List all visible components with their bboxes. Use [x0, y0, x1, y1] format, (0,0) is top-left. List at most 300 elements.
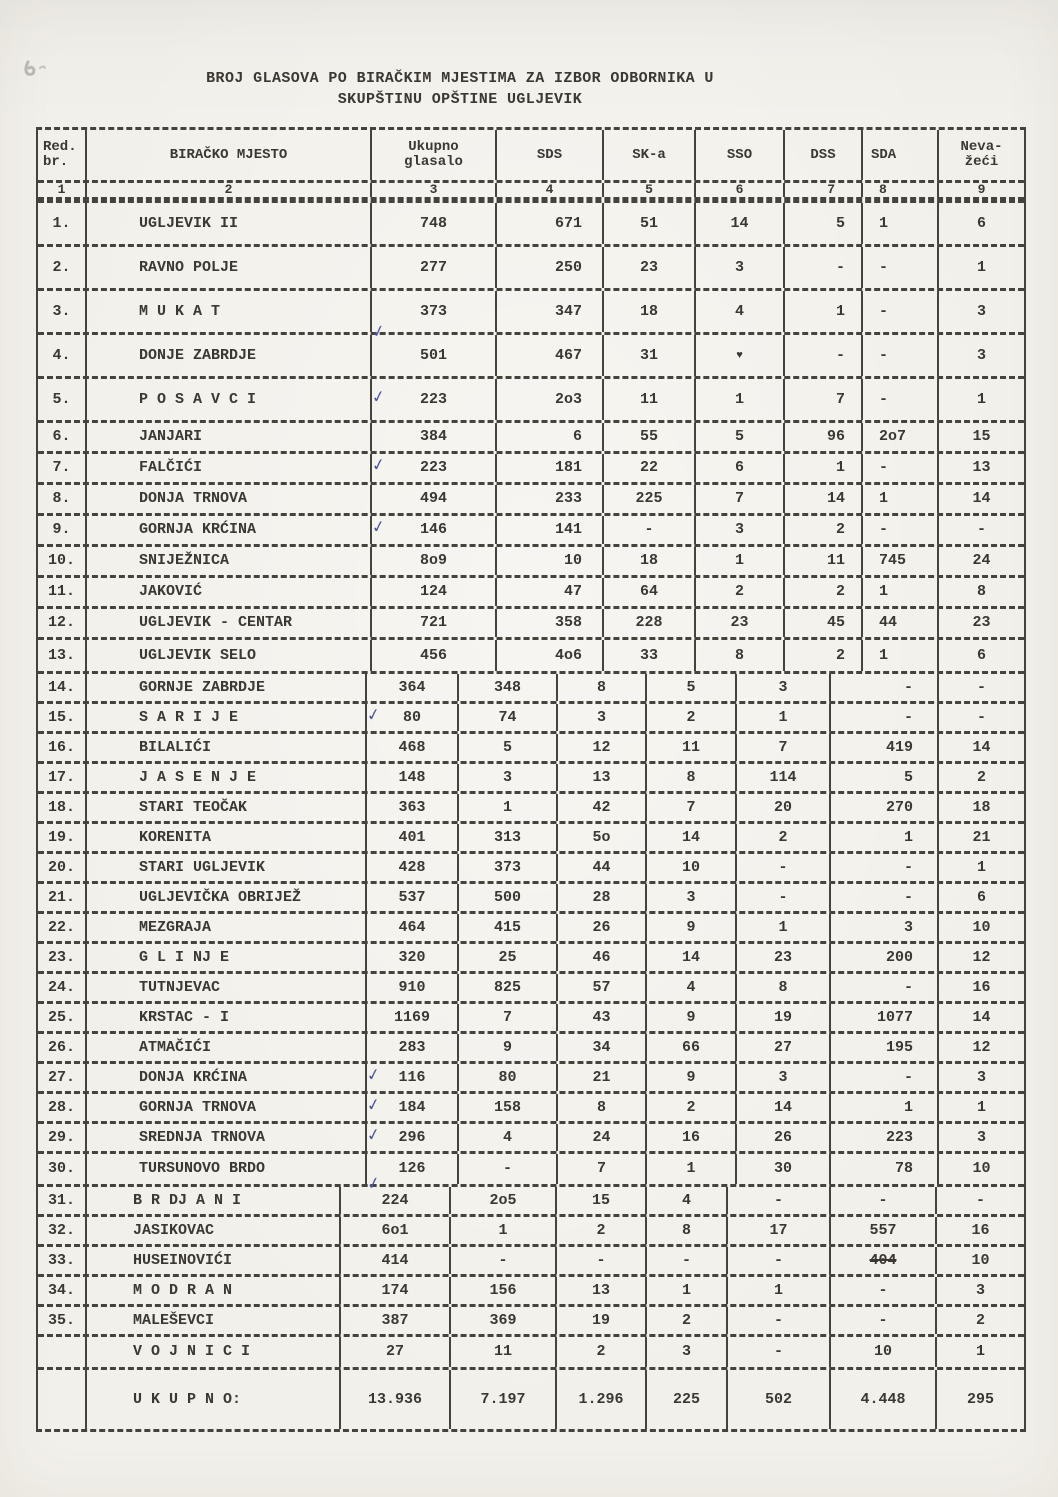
table-row [38, 379, 1024, 423]
row-number [38, 1337, 87, 1367]
value-dss: - [737, 854, 831, 881]
value-ukupno: 721 [372, 609, 497, 637]
value-dss: - [728, 1307, 831, 1334]
value-ukupno: ✓ 223 [372, 454, 497, 482]
value-sk-a: - [557, 1247, 647, 1274]
table-row [38, 609, 1024, 640]
polling-place-name: GORNJA TRNOVA [87, 1094, 367, 1121]
value-nevazeci: 14 [972, 738, 991, 756]
value-dss: - [737, 884, 831, 911]
value-ukupno: 910 [367, 974, 459, 1001]
value-sk-a: 26 [558, 914, 647, 941]
polling-place-name: V O J N I C I [87, 1337, 341, 1367]
row-number: 10. [38, 547, 87, 575]
value-sds: 74 [459, 704, 558, 731]
value-dss: 30 [737, 1154, 831, 1184]
value-dss: 14 [785, 485, 863, 513]
table-row [38, 516, 1024, 547]
polling-place-name: STARI UGLJEVIK [87, 854, 367, 881]
value-sso: 2 [647, 1307, 728, 1334]
table-row [38, 704, 1024, 734]
table-row [38, 824, 1024, 854]
value-sk-a: 43 [558, 1004, 647, 1031]
value-ukupno: 8o9 [372, 547, 497, 575]
table-row [38, 640, 1024, 671]
polling-place-name: UGLJEVIK SELO [87, 640, 372, 671]
value-dss: 11 [785, 547, 863, 575]
value-nevazeci: 14 [972, 1008, 991, 1026]
value-dss: 19 [737, 1004, 831, 1031]
header-red-br: Red. br. [38, 130, 87, 180]
value-nevazeci: 10 [972, 1160, 991, 1178]
value-sds: 250 [497, 247, 604, 288]
value-dss: 1 [737, 704, 831, 731]
value-nevazeci: 13 [972, 459, 991, 477]
row-number: 8. [38, 485, 87, 513]
document-title [0, 68, 920, 110]
value-sso: ♥ [696, 335, 785, 376]
value-dss: 26 [737, 1124, 831, 1151]
value-dss: 8 [737, 974, 831, 1001]
value-ukupno: 1169 [367, 1004, 459, 1031]
table-row [38, 1187, 1024, 1217]
value-nevazeci: 21 [972, 828, 991, 846]
value-ukupno: 456 [372, 640, 497, 671]
value-nevazeci: 3 [976, 346, 986, 364]
polling-place-name: DONJA TRNOVA [87, 485, 372, 513]
value-ukupno: 124 [372, 578, 497, 606]
pen-check-mark: ✓ [365, 1172, 382, 1197]
value-sda: 1 [863, 578, 939, 606]
value-nevazeci: 2 [976, 768, 986, 786]
value-sda: - [831, 974, 939, 1001]
value-sk-a: 13 [557, 1277, 647, 1304]
value-sk-a: 28 [558, 884, 647, 911]
polling-place-name: UGLJEVIK - CENTAR [87, 609, 372, 637]
polling-place-name: M O D R A N [87, 1277, 341, 1304]
value-sso: 3 [647, 1337, 728, 1367]
value-dss: 23 [737, 944, 831, 971]
value-ukupno: 148 [367, 764, 459, 791]
value-sds: 10 [497, 547, 604, 575]
value-sk-a: 5o [558, 824, 647, 851]
value-sds: 141 [497, 516, 604, 544]
total-row [38, 1367, 1024, 1429]
table-row [38, 914, 1024, 944]
row-number: 27. [38, 1064, 87, 1091]
value-nevazeci: - [976, 678, 986, 696]
value-sda: - [863, 516, 939, 544]
value-sso: 10 [647, 854, 737, 881]
row-number: 7. [38, 454, 87, 482]
pen-check-mark: ✓ [366, 1123, 382, 1147]
table-row [38, 578, 1024, 609]
column-number: 5 [604, 183, 696, 197]
value-sso: 8 [647, 764, 737, 791]
value-nevazeci: 3 [976, 1128, 986, 1146]
value-ukupno: 468 [367, 734, 459, 761]
value-sds: 6 [497, 423, 604, 451]
row-number: 9. [38, 516, 87, 544]
value-sda: 10 [831, 1337, 937, 1367]
value-sso: 8 [647, 1217, 728, 1244]
value-sso: 6 [696, 454, 785, 482]
value-dss: - [728, 1337, 831, 1367]
value-sda: 2o7 [863, 423, 939, 451]
value-sk-a: 11 [604, 379, 696, 420]
value-sk-a: 55 [604, 423, 696, 451]
pen-check-mark: ✓ [366, 703, 382, 727]
value-sso: 3 [696, 247, 785, 288]
polling-place-name: MALEŠEVCI [87, 1307, 341, 1334]
value-sda: - [831, 884, 939, 911]
value-dss: 1 [785, 291, 863, 332]
polling-place-name: GORNJA KRĆINA [87, 516, 372, 544]
row-number: 6. [38, 423, 87, 451]
value-nevazeci: - [976, 521, 986, 539]
value-sds: 25 [459, 944, 558, 971]
value-ukupno: 384 [372, 423, 497, 451]
value-ukupno: ✓ 296 [367, 1124, 459, 1151]
value-sso: 11 [647, 734, 737, 761]
value-sso: - [647, 1247, 728, 1274]
total-dss: 502 [728, 1370, 831, 1429]
value-nevazeci: 8 [976, 583, 986, 601]
value-sso: 66 [647, 1034, 737, 1061]
value-ukupno: 537 [367, 884, 459, 911]
value-sds: 415 [459, 914, 558, 941]
value-nevazeci: 10 [972, 918, 991, 936]
value-sda: 745 [863, 547, 939, 575]
value-sso: 8 [696, 640, 785, 671]
polling-place-name: JANJARI [87, 423, 372, 451]
row-number: 1. [38, 203, 87, 244]
value-dss: 3 [737, 674, 831, 701]
row-number: 26. [38, 1034, 87, 1061]
value-sda: 195 [831, 1034, 939, 1061]
polling-place-name: J A S E N J E [87, 764, 367, 791]
table-row [38, 944, 1024, 974]
value-sso: 14 [647, 824, 737, 851]
value-sso: 2 [696, 578, 785, 606]
value-sso: 3 [696, 516, 785, 544]
value-sso: 4 [696, 291, 785, 332]
table-row [38, 734, 1024, 764]
value-sda: 270 [831, 794, 939, 821]
value-dss: 45 [785, 609, 863, 637]
pen-check-mark: ✓ [366, 1063, 382, 1087]
value-sda: - [831, 704, 939, 731]
value-sda: 1077 [831, 1004, 939, 1031]
header-sda: SDA [863, 130, 939, 180]
value-sds: 181 [497, 454, 604, 482]
value-sso: 14 [647, 944, 737, 971]
value-dss: 2 [785, 578, 863, 606]
header-nevazeci: Neva- žeći [960, 139, 1003, 170]
table-row [38, 1064, 1024, 1094]
table-row [38, 1124, 1024, 1154]
value-sk-a: 2 [557, 1217, 647, 1244]
value-sda: 1 [863, 485, 939, 513]
value-sk-a: 8 [558, 674, 647, 701]
value-sda: 1 [831, 1094, 939, 1121]
row-number: 24. [38, 974, 87, 1001]
value-sds: 4o6 [497, 640, 604, 671]
value-sso: 4 [647, 1187, 728, 1214]
table-row [38, 247, 1024, 291]
value-sda: - [863, 379, 939, 420]
polling-place-name: DONJA KRĆINA [87, 1064, 367, 1091]
value-dss: - [728, 1187, 831, 1214]
table-row [38, 423, 1024, 454]
table-section-2 [38, 671, 1024, 1197]
total-sso: 225 [647, 1370, 728, 1429]
column-number: 4 [497, 183, 604, 197]
value-ukupno: 748 [372, 203, 497, 244]
value-sk-a: 8 [558, 1094, 647, 1121]
polling-place-name: S A R I J E [87, 704, 367, 731]
header-biracko-mjesto: BIRAČKO MJESTO [87, 130, 372, 180]
value-ukupno: ✓ 373 [372, 291, 497, 332]
column-number: 2 [87, 183, 372, 197]
table-row [38, 974, 1024, 1004]
row-number: 23. [38, 944, 87, 971]
value-dss: 3 [737, 1064, 831, 1091]
row-number: 18. [38, 794, 87, 821]
value-sds: 373 [459, 854, 558, 881]
value-nevazeci: 16 [972, 978, 991, 996]
value-nevazeci: 18 [972, 798, 991, 816]
value-sk-a: 23 [604, 247, 696, 288]
header-sk-a: SK-a [604, 130, 696, 180]
column-number-row [38, 183, 1024, 200]
value-sds: 3 [459, 764, 558, 791]
value-nevazeci: 6 [976, 646, 986, 664]
value-sso: 1 [696, 379, 785, 420]
value-sda: - [863, 291, 939, 332]
row-number: 30. [38, 1154, 87, 1184]
value-ukupno: 174 [341, 1277, 451, 1304]
table-row [38, 454, 1024, 485]
value-nevazeci: 3 [976, 1068, 986, 1086]
value-sds: - [451, 1247, 557, 1274]
value-ukupno: 277 [372, 247, 497, 288]
value-sda: 3 [831, 914, 939, 941]
row-number: 34. [38, 1277, 87, 1304]
value-ukupno: 401 [367, 824, 459, 851]
row-number: 14. [38, 674, 87, 701]
value-sk-a: 57 [558, 974, 647, 1001]
value-sk-a: 44 [558, 854, 647, 881]
value-sda: 404 [831, 1247, 937, 1274]
row-number: 33. [38, 1247, 87, 1274]
row-number: 20. [38, 854, 87, 881]
polling-place-name: P O S A V C I [87, 379, 372, 420]
table-row [38, 1277, 1024, 1307]
value-sk-a: 24 [558, 1124, 647, 1151]
table-row [38, 1247, 1024, 1277]
value-sk-a: 42 [558, 794, 647, 821]
polling-place-name: G L I NJ E [87, 944, 367, 971]
value-sk-a: 51 [604, 203, 696, 244]
value-sso: 9 [647, 1064, 737, 1091]
pen-check-mark: ✓ [371, 453, 387, 478]
polling-place-name: JASIKOVAC [87, 1217, 341, 1244]
polling-place-name: ATMAČIĆI [87, 1034, 367, 1061]
value-sds: 2o5 [451, 1187, 557, 1214]
value-nevazeci: 12 [972, 948, 991, 966]
value-nevazeci: 10 [971, 1251, 990, 1269]
table-row [38, 1217, 1024, 1247]
pen-check-mark: ✓ [370, 320, 387, 345]
value-sda: - [863, 335, 939, 376]
value-nevazeci: 1 [976, 390, 986, 408]
value-sk-a: 12 [558, 734, 647, 761]
value-dss: - [728, 1247, 831, 1274]
value-sda: 1 [831, 824, 939, 851]
value-sso: 1 [647, 1154, 737, 1184]
value-sso: 4 [647, 974, 737, 1001]
value-sda: - [863, 454, 939, 482]
value-nevazeci: 6 [976, 214, 986, 232]
value-ukupno: ✓ 223 [372, 379, 497, 420]
table-section-3 [38, 1184, 1024, 1429]
value-ukupno: 283 [367, 1034, 459, 1061]
polling-place-name: STARI TEOČAK [87, 794, 367, 821]
value-sk-a: 225 [604, 485, 696, 513]
value-ukupno: 224 [341, 1187, 451, 1214]
value-sk-a: 18 [604, 547, 696, 575]
value-sds: 467 [497, 335, 604, 376]
value-ukupno: 364 [367, 674, 459, 701]
value-ukupno: 27 [341, 1337, 451, 1367]
value-dss: 27 [737, 1034, 831, 1061]
polling-place-name: M U K A T [87, 291, 372, 332]
column-number: 1 [38, 183, 87, 197]
value-nevazeci: 14 [972, 490, 991, 508]
value-sk-a: 64 [604, 578, 696, 606]
row-number: 19. [38, 824, 87, 851]
value-dss: 20 [737, 794, 831, 821]
value-dss: - [785, 247, 863, 288]
value-sds: 156 [451, 1277, 557, 1304]
results-table [36, 127, 1026, 1432]
value-sda: - [863, 247, 939, 288]
value-dss: 2 [737, 824, 831, 851]
value-sso: 2 [647, 704, 737, 731]
header-sso: SSO [696, 130, 785, 180]
value-ukupno: 464 [367, 914, 459, 941]
value-sda: - [831, 674, 939, 701]
value-sda: - [831, 1307, 937, 1334]
value-sds: 825 [459, 974, 558, 1001]
column-number: 6 [696, 183, 785, 197]
value-sso: 14 [696, 203, 785, 244]
polling-place-name: RAVNO POLJE [87, 247, 372, 288]
value-sso: 2 [647, 1094, 737, 1121]
value-dss: 2 [785, 640, 863, 671]
value-sds: 47 [497, 578, 604, 606]
value-sso: 3 [647, 884, 737, 911]
total-label: U K U P N O: [87, 1370, 341, 1429]
polling-place-name: UGLJEVIČKA OBRIJEŽ [87, 884, 367, 911]
pen-check-mark: ✓ [371, 385, 387, 409]
row-number: 21. [38, 884, 87, 911]
value-sda: - [831, 854, 939, 881]
value-sds: 158 [459, 1094, 558, 1121]
row-number: 3. [38, 291, 87, 332]
polling-place-name: JAKOVIĆ [87, 578, 372, 606]
value-ukupno: 414 [341, 1247, 451, 1274]
value-dss: 7 [737, 734, 831, 761]
polling-place-name: MEZGRAJA [87, 914, 367, 941]
table-row [38, 1154, 1024, 1197]
table-row [38, 291, 1024, 345]
value-nevazeci: - [976, 708, 986, 726]
value-sso: 9 [647, 1004, 737, 1031]
value-sds: 2o3 [497, 379, 604, 420]
value-dss: 1 [737, 914, 831, 941]
value-sda: 419 [831, 734, 939, 761]
value-nevazeci: 15 [972, 428, 991, 446]
row-number: 16. [38, 734, 87, 761]
value-sso: 5 [696, 423, 785, 451]
value-sds: 1 [451, 1217, 557, 1244]
value-sso: 7 [696, 485, 785, 513]
value-sk-a: 19 [557, 1307, 647, 1334]
table-row [38, 1004, 1024, 1034]
header-sds: SDS [497, 130, 604, 180]
row-number: 15. [38, 704, 87, 731]
table-row [38, 1034, 1024, 1064]
row-number: 17. [38, 764, 87, 791]
value-sds: - [459, 1154, 558, 1184]
row-number: 11. [38, 578, 87, 606]
value-sda: 223 [831, 1124, 939, 1151]
value-sk-a: 3 [558, 704, 647, 731]
value-dss: 17 [728, 1217, 831, 1244]
table-header-row [38, 130, 1024, 183]
table-row [38, 854, 1024, 884]
value-ukupno: ✓ 184 [367, 1094, 459, 1121]
value-dss: 114 [737, 764, 831, 791]
value-sds: 358 [497, 609, 604, 637]
value-sso: 23 [696, 609, 785, 637]
value-ukupno: 320 [367, 944, 459, 971]
value-sds: 348 [459, 674, 558, 701]
value-nevazeci: 16 [971, 1221, 990, 1239]
value-ukupno: 428 [367, 854, 459, 881]
title-line-1: BROJ GLASOVA PO BIRAČKIM MJESTIMA ZA IZBOR ODBORNIKA U [206, 70, 714, 87]
value-dss: - [785, 335, 863, 376]
value-nevazeci: 3 [975, 1281, 985, 1299]
column-number: 8 [863, 183, 939, 197]
polling-place-name: GORNJE ZABRDJE [87, 674, 367, 701]
value-sda: - [831, 1187, 937, 1214]
value-sso: 1 [647, 1277, 728, 1304]
value-ukupno: 387 [341, 1307, 451, 1334]
value-sda: 1 [863, 640, 939, 671]
value-ukupno: ✓ 116 [367, 1064, 459, 1091]
polling-place-name: TUTNJEVAC [87, 974, 367, 1001]
value-sk-a: 31 [604, 335, 696, 376]
polling-place-name: TURSUNOVO BRDO [87, 1154, 367, 1184]
value-sda: 44 [863, 609, 939, 637]
value-sk-a: 2 [557, 1337, 647, 1367]
row-number [38, 1370, 87, 1429]
value-sds: 233 [497, 485, 604, 513]
polling-place-name: SREDNJA TRNOVA [87, 1124, 367, 1151]
